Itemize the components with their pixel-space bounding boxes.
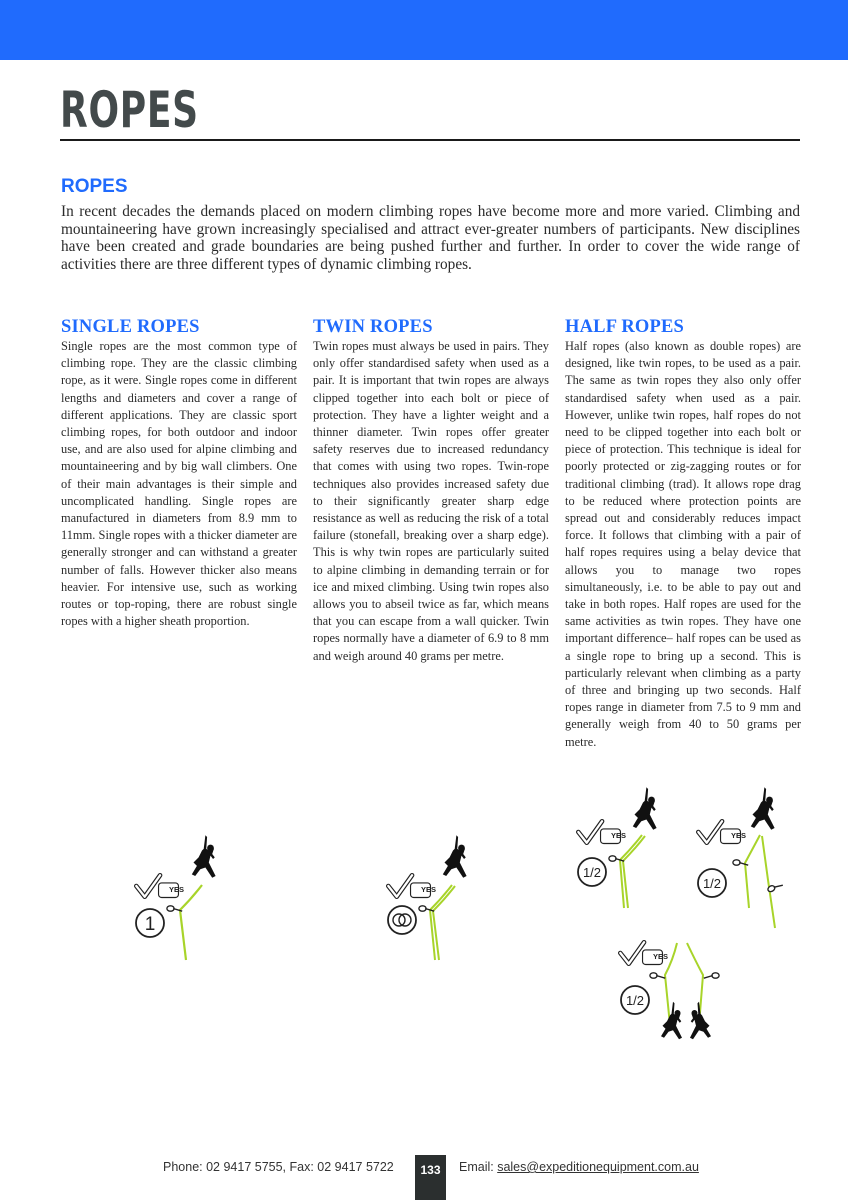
twin-ropes-text: Twin ropes must always be used in pairs. They only offer standardised safety when used as a pair. It is important that twin ropes are always clipped together into each bolt or piece of protection. They have a lighter weight and a thinner diameter. Twin ropes offer greater safety reserves due to increased redundancy that comes with using two ropes. Twin-rope techniques also provides increased safety due to their significantly greater sharp edge resistance as well as reducing the risk of a total failure (stonefall, breaking over a sharp edge). This is why twin ropes are particularly suited to alpine climbing in demanding terrain or for ice and mixed climbing. Using twin ropes also allows you to abseil twice as far, which means that you can escape from a wall quicker. Twin ropes normally have a diameter of 6.9 to 8 mm and weigh around 40 grams per metre. [313,339,549,663]
half-symbol-label: 1/2 [702,876,722,891]
email-link[interactable]: sales@expeditionequipment.com.au [497,1160,699,1174]
yes-badge-label: YES [653,952,669,961]
climber-icon [751,787,775,830]
half-symbol-label: 1/2 [582,865,602,880]
single-symbol-label: 1 [144,914,156,935]
climber-icon [443,835,467,878]
half-rope-symbol-icon [698,869,726,897]
climber-icon [633,787,657,830]
half-rope-symbol-icon [621,986,649,1014]
email-label: Email: [459,1160,498,1174]
half-rope-illustration-pair-clipped [570,780,670,920]
half-rope-illustration-two-seconds [615,935,735,1065]
half-ropes-column [565,316,801,751]
half-symbol-label: 1/2 [625,993,645,1008]
carabiner-icon [704,973,719,978]
half-rope-illustration-separate-clips [690,780,800,940]
single-ropes-column [61,316,297,630]
header-band [0,0,848,60]
yes-badge-label: YES [731,831,747,840]
yes-badge-label: YES [611,831,627,840]
yes-checkmark-icon [388,875,436,897]
rope-line [180,885,202,960]
carabiner-icon [650,973,665,978]
interlocked-rings-icon [388,906,416,934]
half-rope-symbol-icon [578,858,606,886]
twin-ropes-heading: TWIN ROPES [313,317,433,337]
single-ropes-text: Single ropes are the most common type of climbing rope. They are the classic climbing rope, as it were. Single ropes come in different lengths and diameters and cover a range of different applications. They are classic sport climbing ropes, for both outdoor and indoor use, and are also used for alpine climbing and mountaineering and by big wall climbers. One of their main advantages is their simple and uncomplicated handling. Single ropes are manufactured in diameters from 8.9 mm to 11mm. Single ropes with a thicker diameter are generally stronger and can withstand a greater number of falls. However thicker also means heavier. For intensive use, such as working routes or top-roping, there are robust single ropes with a higher sheath proportion. [61,339,297,629]
section-heading: ROPES [61,176,128,197]
single-rope-illustration [130,830,240,970]
half-ropes-heading: HALF ROPES [565,317,685,337]
yes-badge-label: YES [421,885,437,894]
climber-icon [192,835,216,878]
yes-checkmark-icon [620,942,668,964]
footer-phone-fax: Phone: 02 9417 5755, Fax: 02 9417 5722 [163,1160,394,1174]
single-ropes-heading: SINGLE ROPES [61,317,200,337]
yes-checkmark-icon [136,875,184,897]
yes-badge-label: YES [169,885,185,894]
single-rope-symbol-icon [136,909,164,937]
title-divider [60,139,800,141]
carabiner-icon [167,906,182,911]
twin-ropes-column [313,316,549,665]
intro-paragraph: In recent decades the demands placed on modern climbing ropes have become more and more varied. Climbing and mountaineering have grown increasingly specialised and attract ever-greater numbers of participants. New disciplines have been created and grade boundaries are being pushed further and further. In order to cover the wide range of activities there are three different types of dynamic climbing ropes. [61,203,800,273]
twin-rope-illustration [380,830,490,970]
yes-checkmark-icon [698,821,746,843]
page-number: 133 [415,1155,446,1200]
footer-email [459,1160,699,1174]
yes-checkmark-icon [578,821,626,843]
page-title: ROPES [60,81,199,139]
climber-icon [661,1002,682,1040]
half-ropes-text: Half ropes (also known as double ropes) are designed, like twin ropes, to be used as a pair. The same as twin ropes they also only offer standardised safety when used as a pair. However, unlike twin ropes, half ropes do not need to be clipped together into each bolt or piece of protection. This technique is ideal for poorly protected or zig-zagging routes or for traditional climbing (trad). It allows rope drag to be reduced where protection points are spread out and considerably reduces impact force. It follows that climbing with a pair of half ropes requires using a belay device that allows you to manage two ropes simultaneously, i.e. to be able to pay out and take in both ropes. Half ropes are used for the same activities as twin ropes. They have one important difference– half ropes can be used as a single rope to bring up a second. This is particularly relevant when climbing as a party of three and bringing up two seconds. Half ropes range in diameter from 7.5 to 9 mm and generally weigh from 40 to 50 grams per metre. [565,339,801,749]
